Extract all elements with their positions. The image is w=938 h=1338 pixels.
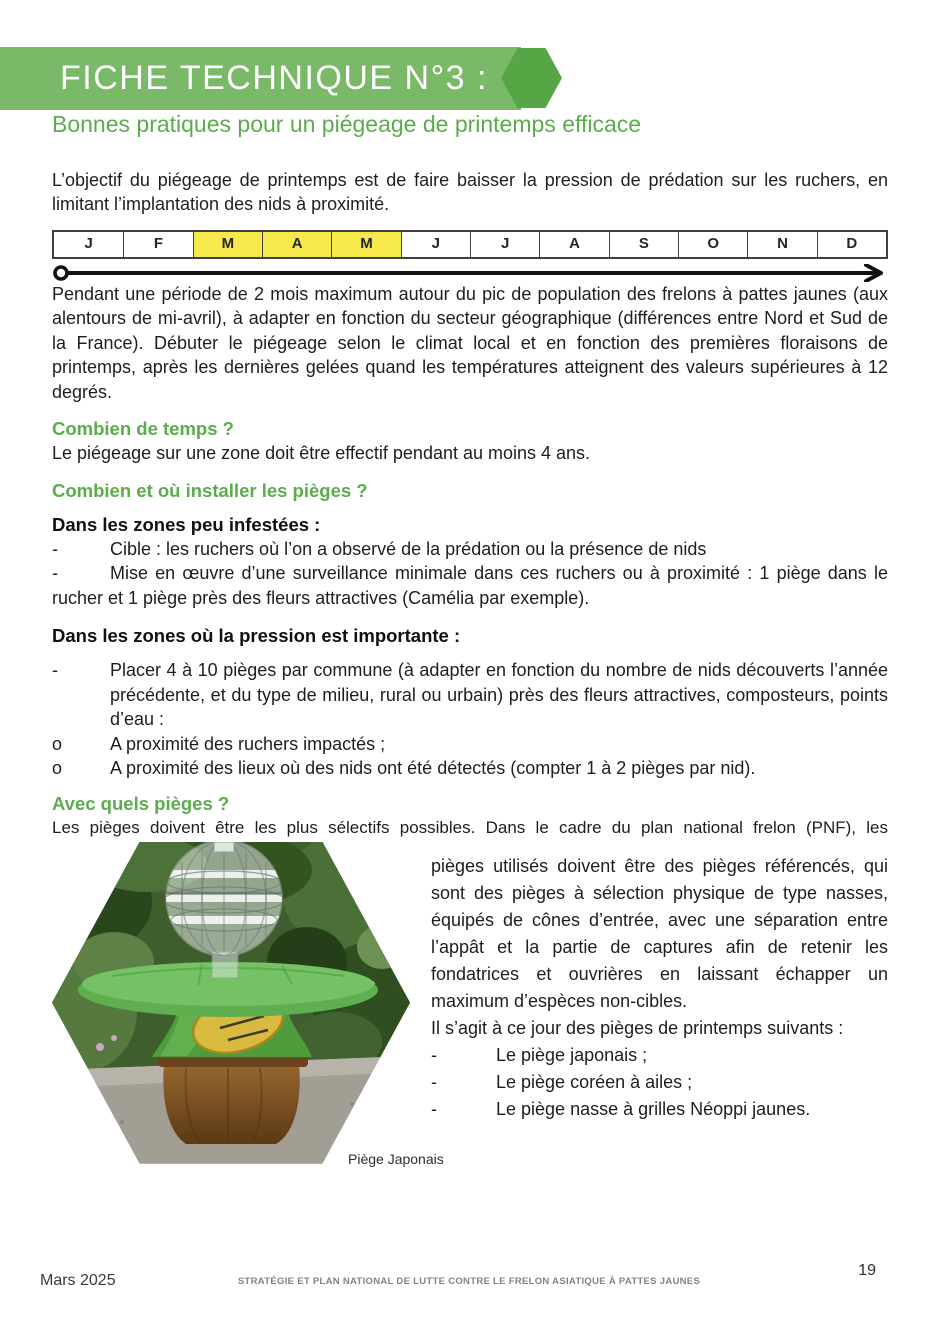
bullet-marker: - (431, 1044, 437, 1065)
figure-caption: Piège Japonais (348, 1150, 444, 1167)
page-content (52, 168, 888, 1167)
traps-lead-line: Les pièges doivent être les plus sélectifs possibles. Dans le cadre du plan national frelon (PNF), les (52, 817, 888, 837)
list-item-text: Le piège nasse à grilles Néoppi jaunes. (496, 1098, 811, 1119)
month-cell: M (193, 232, 262, 257)
month-cell: A (539, 232, 608, 257)
traps-description: pièges utilisés doivent être des pièges référencés, qui sont des pièges à sélection physique de type nasses, équipés de cônes d’entrée, avec une séparation entre l’appât et la partie de captures afin de retenir les fondatrices et ouvrières en laissant échapper un maximum d’espèces non-cibles. (431, 855, 888, 1011)
month-cell: J (401, 232, 470, 257)
list-item-text: Cible : les ruchers où l’on a observé de la prédation ou la présence de nids (110, 538, 707, 559)
list-item (52, 561, 888, 610)
month-cell: O (678, 232, 747, 257)
month-cell: M (331, 232, 400, 257)
bullet-marker: - (431, 1071, 437, 1092)
trap-photo-graphic (52, 842, 410, 1164)
bullet-marker: - (52, 563, 58, 584)
footer-document-title: STRATÉGIE ET PLAN NATIONAL DE LUTTE CONTRE LE FRELON ASIATIQUE À PATTES JAUNES (237, 1276, 701, 1287)
list-item (52, 658, 888, 731)
page-title: FICHE TECHNIQUE N°3 : (60, 59, 488, 97)
list-item-text: Le piège japonais ; (496, 1044, 648, 1065)
bullet-marker: - (52, 660, 58, 681)
month-cell: F (123, 232, 192, 257)
page-number: 19 (858, 1262, 876, 1279)
page-footer (0, 1260, 938, 1306)
month-cell: D (817, 232, 886, 257)
list-item (52, 756, 888, 780)
media-row (52, 842, 888, 1167)
bullet-marker: - (431, 1098, 437, 1119)
list-item-text: A proximité des ruchers impactés ; (110, 733, 386, 754)
list-item-text: Mise en œuvre d’une surveillance minimale dans ces ruchers ou à proximité : 1 piège dans le rucher et 1 piège près des fleurs attractives (Camélia par exemple). (52, 563, 888, 608)
duration-text: Le piégeage sur une zone doit être effectif pendant au moins 4 ans. (52, 443, 591, 464)
period-paragraph: Pendant une période de 2 mois maximum autour du pic de population des frelons à pattes jaunes (aux alentours de mi-avril), à adapter en fonction du secteur géographique (différences entre Nord et Sud de la France). Débuter le piégeage selon le climat local et en fonction des premières floraisons de printemps, après les dernières gelées quand les températures atteignent des valeurs supérieures à 12 degrés. (52, 283, 888, 402)
month-calendar (52, 230, 888, 259)
month-cell: J (470, 232, 539, 257)
heading-traps: Avec quels pièges ? (52, 792, 230, 814)
list-item (431, 1096, 888, 1123)
month-cell: J (84, 235, 93, 253)
month-cell: N (747, 232, 816, 257)
trap-figure (52, 842, 444, 1167)
heading-duration: Combien de temps ? (52, 418, 234, 440)
trap-photo (52, 842, 410, 1164)
heading-installation: Combien et où installer les pièges ? (52, 479, 368, 501)
list-item-text: Placer 4 à 10 pièges par commune (à adapter en fonction du nombre de nids découverts l’année précédente, et du type de milieu, rural ou urbain) près des fleurs attractives, composteurs, points d’eau : (110, 660, 888, 730)
page-subtitle: Bonnes pratiques pour un piégeage de printemps efficace (52, 111, 642, 137)
list-item (52, 732, 888, 756)
title-banner (0, 47, 521, 110)
bullet-marker: o (52, 758, 63, 779)
bullet-marker: - (52, 538, 58, 559)
list-item (431, 1069, 888, 1096)
timeline-arrow-graphic (52, 264, 888, 282)
list-item-text: A proximité des lieux où des nids ont été détectés (compter 1 à 2 pièges par nid). (110, 758, 756, 779)
timeline-arrow (52, 264, 888, 282)
traps-list-intro: Il s’agit à ce jour des pièges de printemps suivants : (431, 1017, 844, 1038)
traps-text-column (431, 842, 888, 1164)
trap-pot (158, 1056, 308, 1144)
footer-date: Mars 2025 (40, 1272, 116, 1289)
subheading-low-zone: Dans les zones peu infestées : (52, 513, 321, 535)
bullet-marker: o (52, 733, 63, 754)
intro-paragraph: L’objectif du piégeage de printemps est de faire baisser la pression de prédation sur les ruchers, en limitant l’implantation des nids à proximité. (52, 170, 888, 215)
month-cell: S (609, 232, 678, 257)
list-item-text: Le piège coréen à ailes ; (496, 1071, 693, 1092)
list-item (52, 537, 888, 561)
month-cell: A (262, 232, 331, 257)
list-item (431, 1042, 888, 1069)
subheading-high-zone: Dans les zones où la pression est importante : (52, 625, 461, 647)
